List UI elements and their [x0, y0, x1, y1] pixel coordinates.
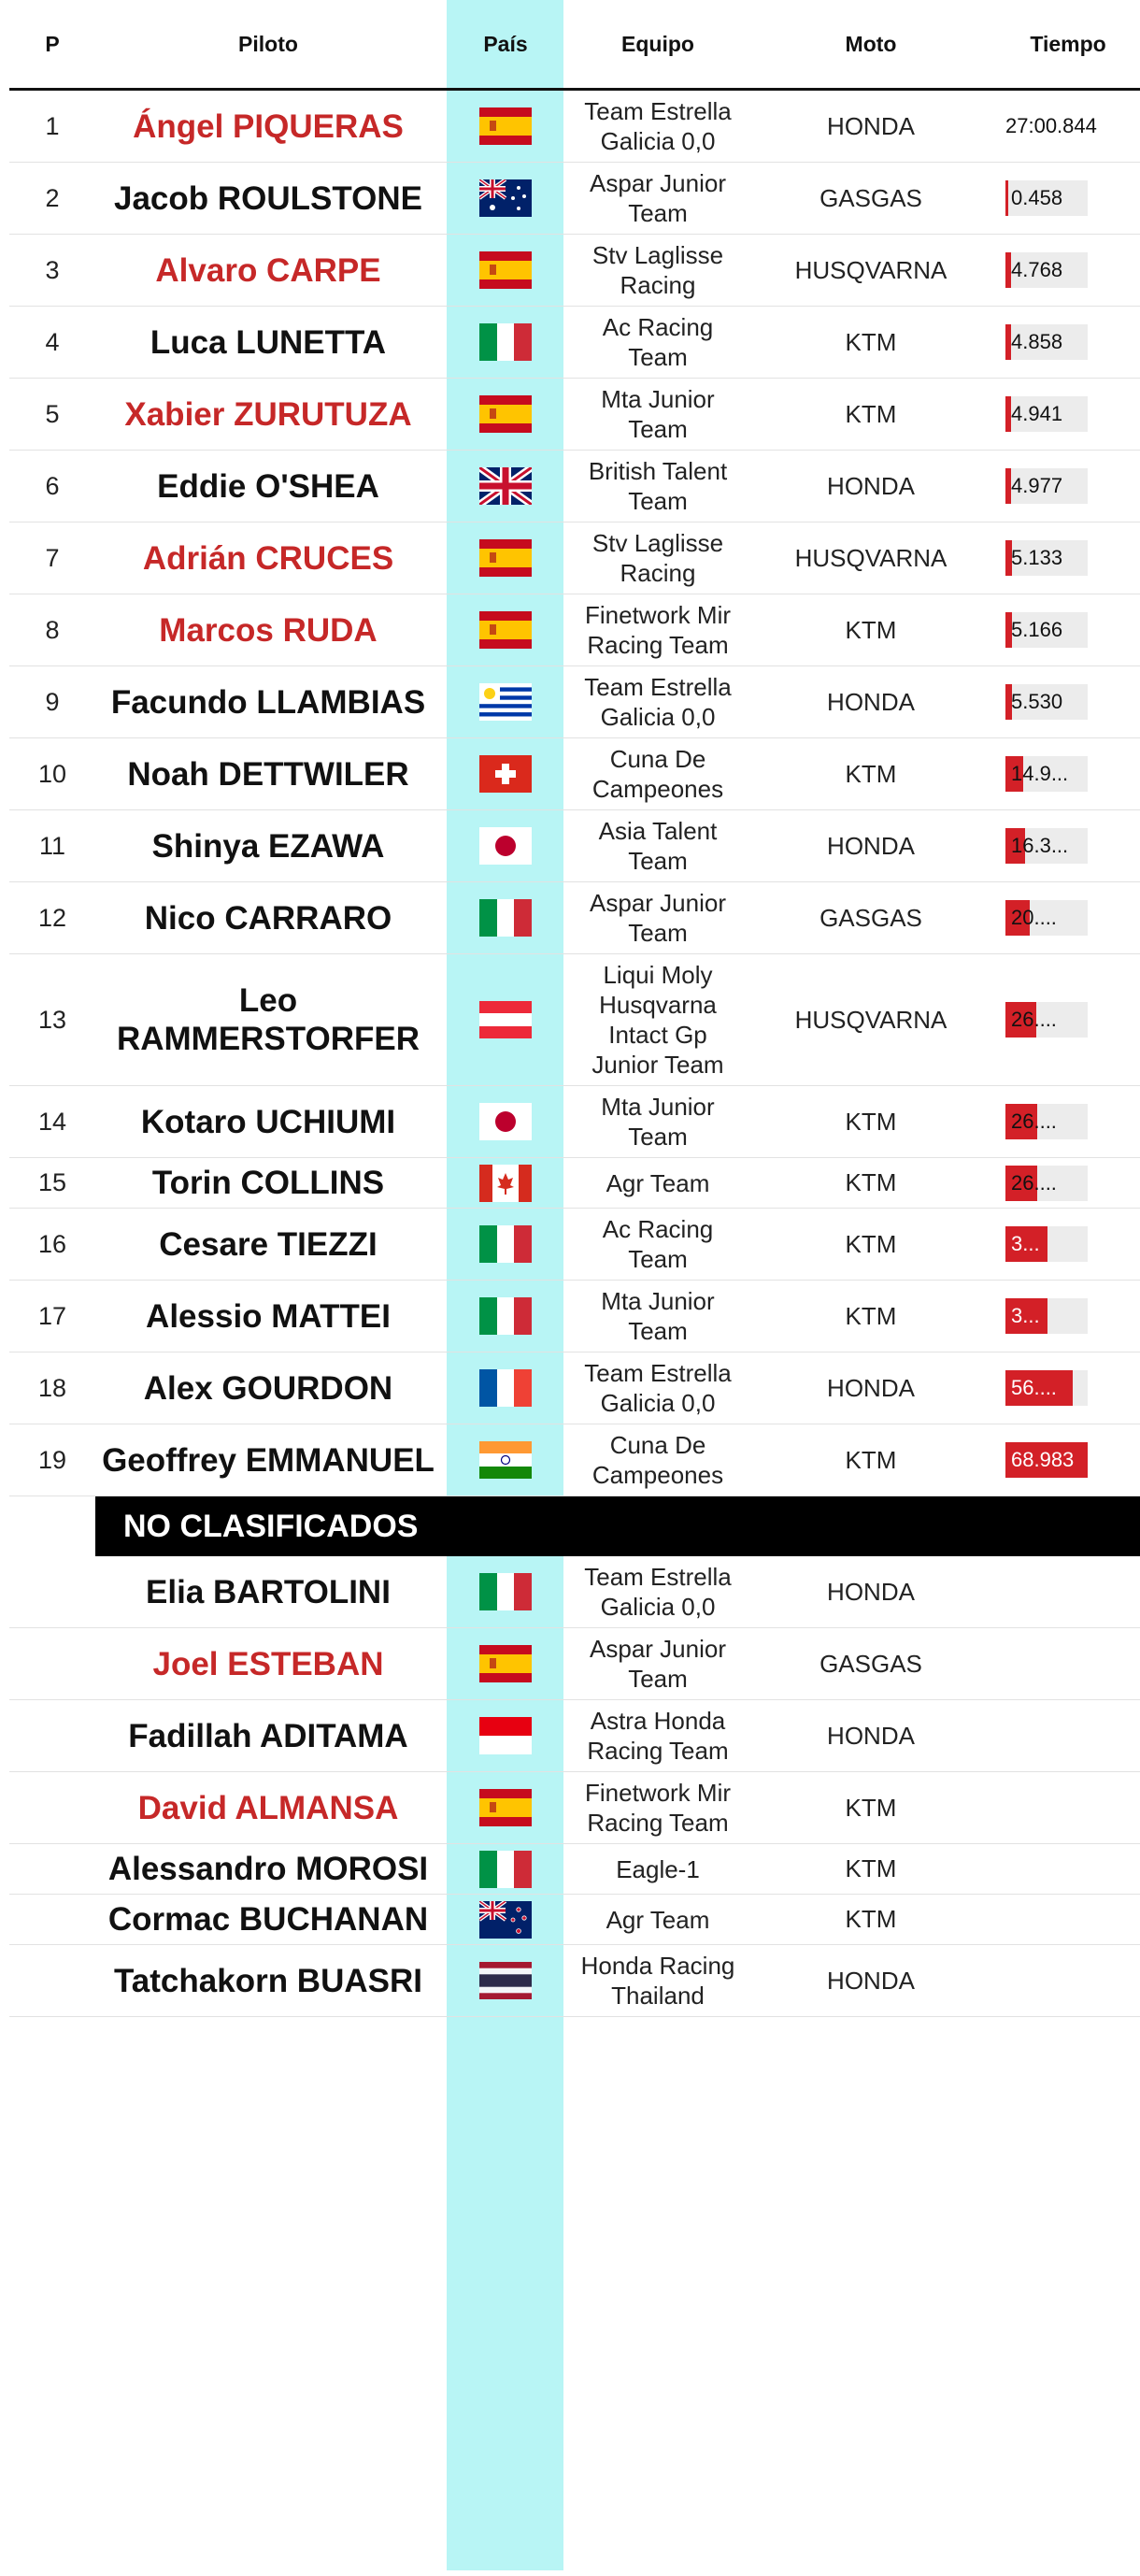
gap-value: 16.3... — [1011, 834, 1069, 857]
spain-flag — [479, 539, 532, 577]
team-name: Asia Talent Team — [570, 810, 746, 882]
japan-flag — [479, 827, 532, 865]
bike-brand: HUSQVARNA — [746, 522, 996, 594]
header-country[interactable]: País — [441, 0, 570, 90]
rider-name[interactable]: Ángel PIQUERAS — [95, 90, 441, 163]
team-name: Ac Racing Team — [570, 307, 746, 379]
time-cell — [996, 235, 1140, 307]
team-name: Aspar Junior Team — [570, 882, 746, 954]
japan-flag — [479, 1103, 532, 1140]
position-cell: 3 — [9, 235, 95, 307]
team-name: Liqui Moly Husqvarna Intact Gp Junior Team — [570, 954, 746, 1086]
team-name: Astra Honda Racing Team — [570, 1700, 746, 1772]
not-classified-row[interactable] — [9, 1628, 1140, 1700]
gap-bar-track — [1005, 1226, 1088, 1262]
country-cell — [441, 1772, 570, 1844]
result-row[interactable] — [9, 163, 1140, 235]
bike-brand: HONDA — [746, 1352, 996, 1424]
time-cell — [996, 1700, 1140, 1772]
gap-value: 26.... — [1011, 1109, 1057, 1133]
uruguay-flag — [479, 683, 532, 721]
country-cell — [441, 1424, 570, 1496]
results-body — [9, 90, 1140, 2017]
country-cell — [441, 235, 570, 307]
country-cell — [441, 1945, 570, 2017]
position-cell: 8 — [9, 594, 95, 666]
position-cell: 12 — [9, 882, 95, 954]
country-cell — [441, 163, 570, 235]
position-cell: 1 — [9, 90, 95, 163]
india-flag — [479, 1441, 532, 1479]
italy-flag — [479, 323, 532, 361]
italy-flag — [479, 1297, 532, 1335]
position-cell — [9, 1945, 95, 2017]
bike-brand: HONDA — [746, 1945, 996, 2017]
thailand-flag — [479, 1962, 532, 1999]
team-name: Finetwork Mir Racing Team — [570, 594, 746, 666]
time-cell — [996, 1158, 1140, 1209]
country-cell — [441, 1352, 570, 1424]
gap-bar-track — [1005, 324, 1088, 360]
country-cell — [441, 307, 570, 379]
bike-brand: GASGAS — [746, 1628, 996, 1700]
canada-flag — [479, 1165, 532, 1202]
time-cell — [996, 1628, 1140, 1700]
team-name: Mta Junior Team — [570, 1281, 746, 1352]
country-cell — [441, 738, 570, 810]
bike-brand: KTM — [746, 1844, 996, 1895]
position-cell: 7 — [9, 522, 95, 594]
gap-value: 5.166 — [1011, 618, 1063, 641]
position-cell: 14 — [9, 1086, 95, 1158]
switzerland-flag — [479, 755, 532, 793]
gap-bar-track — [1005, 396, 1088, 432]
bike-brand: HUSQVARNA — [746, 954, 996, 1086]
gap-bar-track — [1005, 612, 1088, 648]
country-cell — [441, 1556, 570, 1628]
bike-brand: KTM — [746, 594, 996, 666]
italy-flag — [479, 1573, 532, 1610]
not-classified-row[interactable] — [9, 1772, 1140, 1844]
team-name: Cuna De Campeones — [570, 738, 746, 810]
position-cell: 5 — [9, 379, 95, 451]
rider-name[interactable]: Tatchakorn BUASRI — [95, 1945, 441, 2017]
team-name: Mta Junior Team — [570, 379, 746, 451]
gap-value: 4.768 — [1011, 258, 1063, 281]
result-row[interactable] — [9, 1281, 1140, 1352]
rider-name[interactable]: Cormac BUCHANAN — [95, 1895, 441, 1945]
country-cell — [441, 594, 570, 666]
bike-brand: KTM — [746, 1424, 996, 1496]
result-row[interactable] — [9, 1424, 1140, 1496]
result-row[interactable] — [9, 882, 1140, 954]
position-cell — [9, 1772, 95, 1844]
time-cell — [996, 594, 1140, 666]
position-cell — [9, 1700, 95, 1772]
gap-value: 14.9... — [1011, 762, 1069, 785]
header-row — [9, 0, 1140, 90]
spain-flag — [479, 395, 532, 433]
not-classified-title: NO CLASIFICADOS — [95, 1496, 1140, 1556]
not-classified-row[interactable] — [9, 1556, 1140, 1628]
time-cell — [996, 451, 1140, 522]
italy-flag — [479, 1225, 532, 1263]
bike-brand: KTM — [746, 379, 996, 451]
bike-brand: KTM — [746, 1772, 996, 1844]
time-cell — [996, 954, 1140, 1086]
gap-bar-track — [1005, 252, 1088, 288]
rider-name[interactable]: Alex GOURDON — [95, 1352, 441, 1424]
bike-brand: KTM — [746, 738, 996, 810]
gap-bar-track — [1005, 540, 1088, 576]
bike-brand: KTM — [746, 1281, 996, 1352]
gap-bar-track — [1005, 900, 1088, 936]
header-position[interactable]: P — [9, 0, 95, 90]
gap-bar-track — [1005, 180, 1088, 216]
gap-bar-track — [1005, 1442, 1088, 1478]
spain-flag — [479, 611, 532, 649]
result-row[interactable] — [9, 90, 1140, 163]
gap-bar-track — [1005, 756, 1088, 792]
not-classified-header-cell — [9, 1496, 1140, 1557]
country-cell — [441, 1628, 570, 1700]
rider-name[interactable]: David ALMANSA — [95, 1772, 441, 1844]
time-cell — [996, 1772, 1140, 1844]
rider-name[interactable]: Shinya EZAWA — [95, 810, 441, 882]
country-cell — [441, 1158, 570, 1209]
rider-name[interactable]: Eddie O'SHEA — [95, 451, 441, 522]
not-classified-row[interactable] — [9, 1700, 1140, 1772]
country-cell — [441, 1209, 570, 1281]
country-cell — [441, 90, 570, 163]
header-time[interactable]: Tiempo — [996, 0, 1140, 90]
gap-value: 0.458 — [1011, 186, 1063, 209]
position-cell: 19 — [9, 1424, 95, 1496]
time-cell — [996, 522, 1140, 594]
time-cell — [996, 307, 1140, 379]
rider-name[interactable]: Jacob ROULSTONE — [95, 163, 441, 235]
gap-bar-track — [1005, 828, 1088, 864]
bike-brand: KTM — [746, 1086, 996, 1158]
bike-brand: HONDA — [746, 90, 996, 163]
bike-brand: HONDA — [746, 1700, 996, 1772]
team-name: Eagle-1 — [570, 1844, 746, 1895]
time-cell — [996, 738, 1140, 810]
bike-brand: HONDA — [746, 810, 996, 882]
austria-flag — [479, 1001, 532, 1038]
leader-time: 27:00.844 — [1005, 114, 1097, 137]
result-row[interactable] — [9, 666, 1140, 738]
result-row[interactable] — [9, 1352, 1140, 1424]
header-bike[interactable]: Moto — [746, 0, 996, 90]
result-row[interactable] — [9, 1158, 1140, 1209]
country-cell — [441, 379, 570, 451]
position-cell: 9 — [9, 666, 95, 738]
team-name: Agr Team — [570, 1895, 746, 1945]
result-row[interactable] — [9, 307, 1140, 379]
time-cell — [996, 1844, 1140, 1895]
gap-value: 3... — [1011, 1232, 1040, 1255]
team-name: Team Estrella Galicia 0,0 — [570, 1556, 746, 1628]
team-name: Cuna De Campeones — [570, 1424, 746, 1496]
time-cell — [996, 666, 1140, 738]
gap-bar-track — [1005, 468, 1088, 504]
indonesia-flag — [479, 1717, 532, 1754]
gap-value: 26.... — [1011, 1170, 1057, 1195]
gap-bar-track — [1005, 1002, 1088, 1038]
rider-name[interactable]: Nico CARRARO — [95, 882, 441, 954]
rider-name[interactable]: Adrián CRUCES — [95, 522, 441, 594]
gap-value: 5.530 — [1011, 690, 1063, 713]
rider-name[interactable]: Elia BARTOLINI — [95, 1556, 441, 1628]
country-cell — [441, 810, 570, 882]
france-flag — [479, 1369, 532, 1407]
country-cell — [441, 1895, 570, 1945]
rider-name[interactable]: Fadillah ADITAMA — [95, 1700, 441, 1772]
not-classified-row[interactable] — [9, 1895, 1140, 1945]
result-row[interactable] — [9, 738, 1140, 810]
header-team[interactable]: Equipo — [570, 0, 746, 90]
rider-name[interactable]: Alessandro MOROSI — [95, 1844, 441, 1895]
team-name: Ac Racing Team — [570, 1209, 746, 1281]
team-name: Team Estrella Galicia 0,0 — [570, 1352, 746, 1424]
country-cell — [441, 1844, 570, 1895]
gap-bar-track — [1005, 1370, 1088, 1406]
header-rider[interactable]: Piloto — [95, 0, 441, 90]
position-cell: 10 — [9, 738, 95, 810]
rider-name[interactable]: Kotaro UCHIUMI — [95, 1086, 441, 1158]
rider-name[interactable]: Xabier ZURUTUZA — [95, 379, 441, 451]
bike-brand: KTM — [746, 307, 996, 379]
bike-brand: HONDA — [746, 666, 996, 738]
time-cell — [996, 1556, 1140, 1628]
time-cell — [996, 1895, 1140, 1945]
team-name: Stv Laglisse Racing — [570, 235, 746, 307]
gap-value: 4.977 — [1011, 474, 1063, 497]
italy-flag — [479, 1851, 532, 1888]
results-table — [9, 0, 1140, 2017]
bike-brand: KTM — [746, 1158, 996, 1209]
team-name: Honda Racing Thailand — [570, 1945, 746, 2017]
spain-flag — [479, 1789, 532, 1826]
position-cell: 4 — [9, 307, 95, 379]
gap-bar-track — [1005, 1166, 1088, 1201]
time-cell — [996, 810, 1140, 882]
time-cell — [996, 1352, 1140, 1424]
team-name: Aspar Junior Team — [570, 163, 746, 235]
result-row[interactable] — [9, 810, 1140, 882]
team-name: British Talent Team — [570, 451, 746, 522]
country-cell — [441, 954, 570, 1086]
team-name: Mta Junior Team — [570, 1086, 746, 1158]
bike-brand: HONDA — [746, 451, 996, 522]
results-table-container — [9, 0, 1140, 2017]
rider-name[interactable]: Alessio MATTEI — [95, 1281, 441, 1352]
gap-bar-track — [1005, 684, 1088, 720]
team-name: Finetwork Mir Racing Team — [570, 1772, 746, 1844]
rider-name[interactable]: Luca LUNETTA — [95, 307, 441, 379]
rider-name[interactable]: Noah DETTWILER — [95, 738, 441, 810]
country-cell — [441, 1700, 570, 1772]
country-cell — [441, 451, 570, 522]
result-row[interactable] — [9, 1209, 1140, 1281]
result-row[interactable] — [9, 379, 1140, 451]
gap-bar-track — [1005, 1104, 1088, 1139]
time-cell — [996, 1086, 1140, 1158]
new-zealand-flag — [479, 1901, 532, 1939]
team-name: Stv Laglisse Racing — [570, 522, 746, 594]
result-row[interactable] — [9, 1086, 1140, 1158]
team-name: Agr Team — [570, 1158, 746, 1209]
position-cell: 2 — [9, 163, 95, 235]
time-cell — [996, 90, 1140, 163]
rider-name[interactable]: Leo RAMMERSTORFER — [95, 954, 441, 1086]
gap-value: 4.941 — [1011, 402, 1063, 425]
country-cell — [441, 1281, 570, 1352]
time-cell — [996, 1209, 1140, 1281]
team-name: Team Estrella Galicia 0,0 — [570, 666, 746, 738]
italy-flag — [479, 899, 532, 937]
rider-name[interactable]: Torin COLLINS — [95, 1158, 441, 1209]
position-cell: 16 — [9, 1209, 95, 1281]
not-classified-header-row — [9, 1496, 1140, 1557]
not-classified-row[interactable] — [9, 1844, 1140, 1895]
bike-brand: KTM — [746, 1209, 996, 1281]
country-cell — [441, 666, 570, 738]
team-name: Aspar Junior Team — [570, 1628, 746, 1700]
rider-name[interactable]: Geoffrey EMMANUEL — [95, 1424, 441, 1496]
team-name: Team Estrella Galicia 0,0 — [570, 90, 746, 163]
not-classified-row[interactable] — [9, 1945, 1140, 2017]
position-cell — [9, 1556, 95, 1628]
country-cell — [441, 1086, 570, 1158]
bike-brand: KTM — [746, 1895, 996, 1945]
gap-value: 56.... — [1011, 1376, 1057, 1399]
rider-name[interactable]: Joel ESTEBAN — [95, 1628, 441, 1700]
rider-name[interactable]: Marcos RUDA — [95, 594, 441, 666]
bike-brand: GASGAS — [746, 882, 996, 954]
rider-name[interactable]: Cesare TIEZZI — [95, 1209, 441, 1281]
gap-value: 5.133 — [1011, 546, 1063, 569]
position-cell: 6 — [9, 451, 95, 522]
spain-flag — [479, 107, 532, 145]
time-cell — [996, 379, 1140, 451]
result-row[interactable] — [9, 954, 1140, 1086]
time-cell — [996, 163, 1140, 235]
time-cell — [996, 882, 1140, 954]
result-row[interactable] — [9, 522, 1140, 594]
spain-flag — [479, 251, 532, 289]
result-row[interactable] — [9, 594, 1140, 666]
time-cell — [996, 1945, 1140, 2017]
uk-flag — [479, 467, 532, 505]
result-row[interactable] — [9, 451, 1140, 522]
spain-flag — [479, 1645, 532, 1682]
rider-name[interactable]: Alvaro CARPE — [95, 235, 441, 307]
rider-name[interactable]: Facundo LLAMBIAS — [95, 666, 441, 738]
time-cell — [996, 1424, 1140, 1496]
result-row[interactable] — [9, 235, 1140, 307]
position-cell: 17 — [9, 1281, 95, 1352]
gap-value: 4.858 — [1011, 330, 1063, 353]
bike-brand: GASGAS — [746, 163, 996, 235]
gap-value: 68.983 — [1011, 1448, 1075, 1471]
position-cell: 15 — [9, 1158, 95, 1209]
gap-bar-track — [1005, 1298, 1088, 1334]
gap-bar — [1005, 180, 1008, 216]
gap-value: 20.... — [1011, 906, 1057, 929]
bike-brand: HUSQVARNA — [746, 235, 996, 307]
time-cell — [996, 1281, 1140, 1352]
gap-value: 26.... — [1011, 1008, 1057, 1031]
position-cell: 18 — [9, 1352, 95, 1424]
bike-brand: HONDA — [746, 1556, 996, 1628]
gap-value: 3... — [1011, 1304, 1040, 1327]
position-cell: 11 — [9, 810, 95, 882]
country-cell — [441, 522, 570, 594]
position-cell — [9, 1628, 95, 1700]
position-cell: 13 — [9, 954, 95, 1086]
country-cell — [441, 882, 570, 954]
position-cell — [9, 1844, 95, 1895]
position-cell — [9, 1895, 95, 1945]
australia-flag — [479, 179, 532, 217]
